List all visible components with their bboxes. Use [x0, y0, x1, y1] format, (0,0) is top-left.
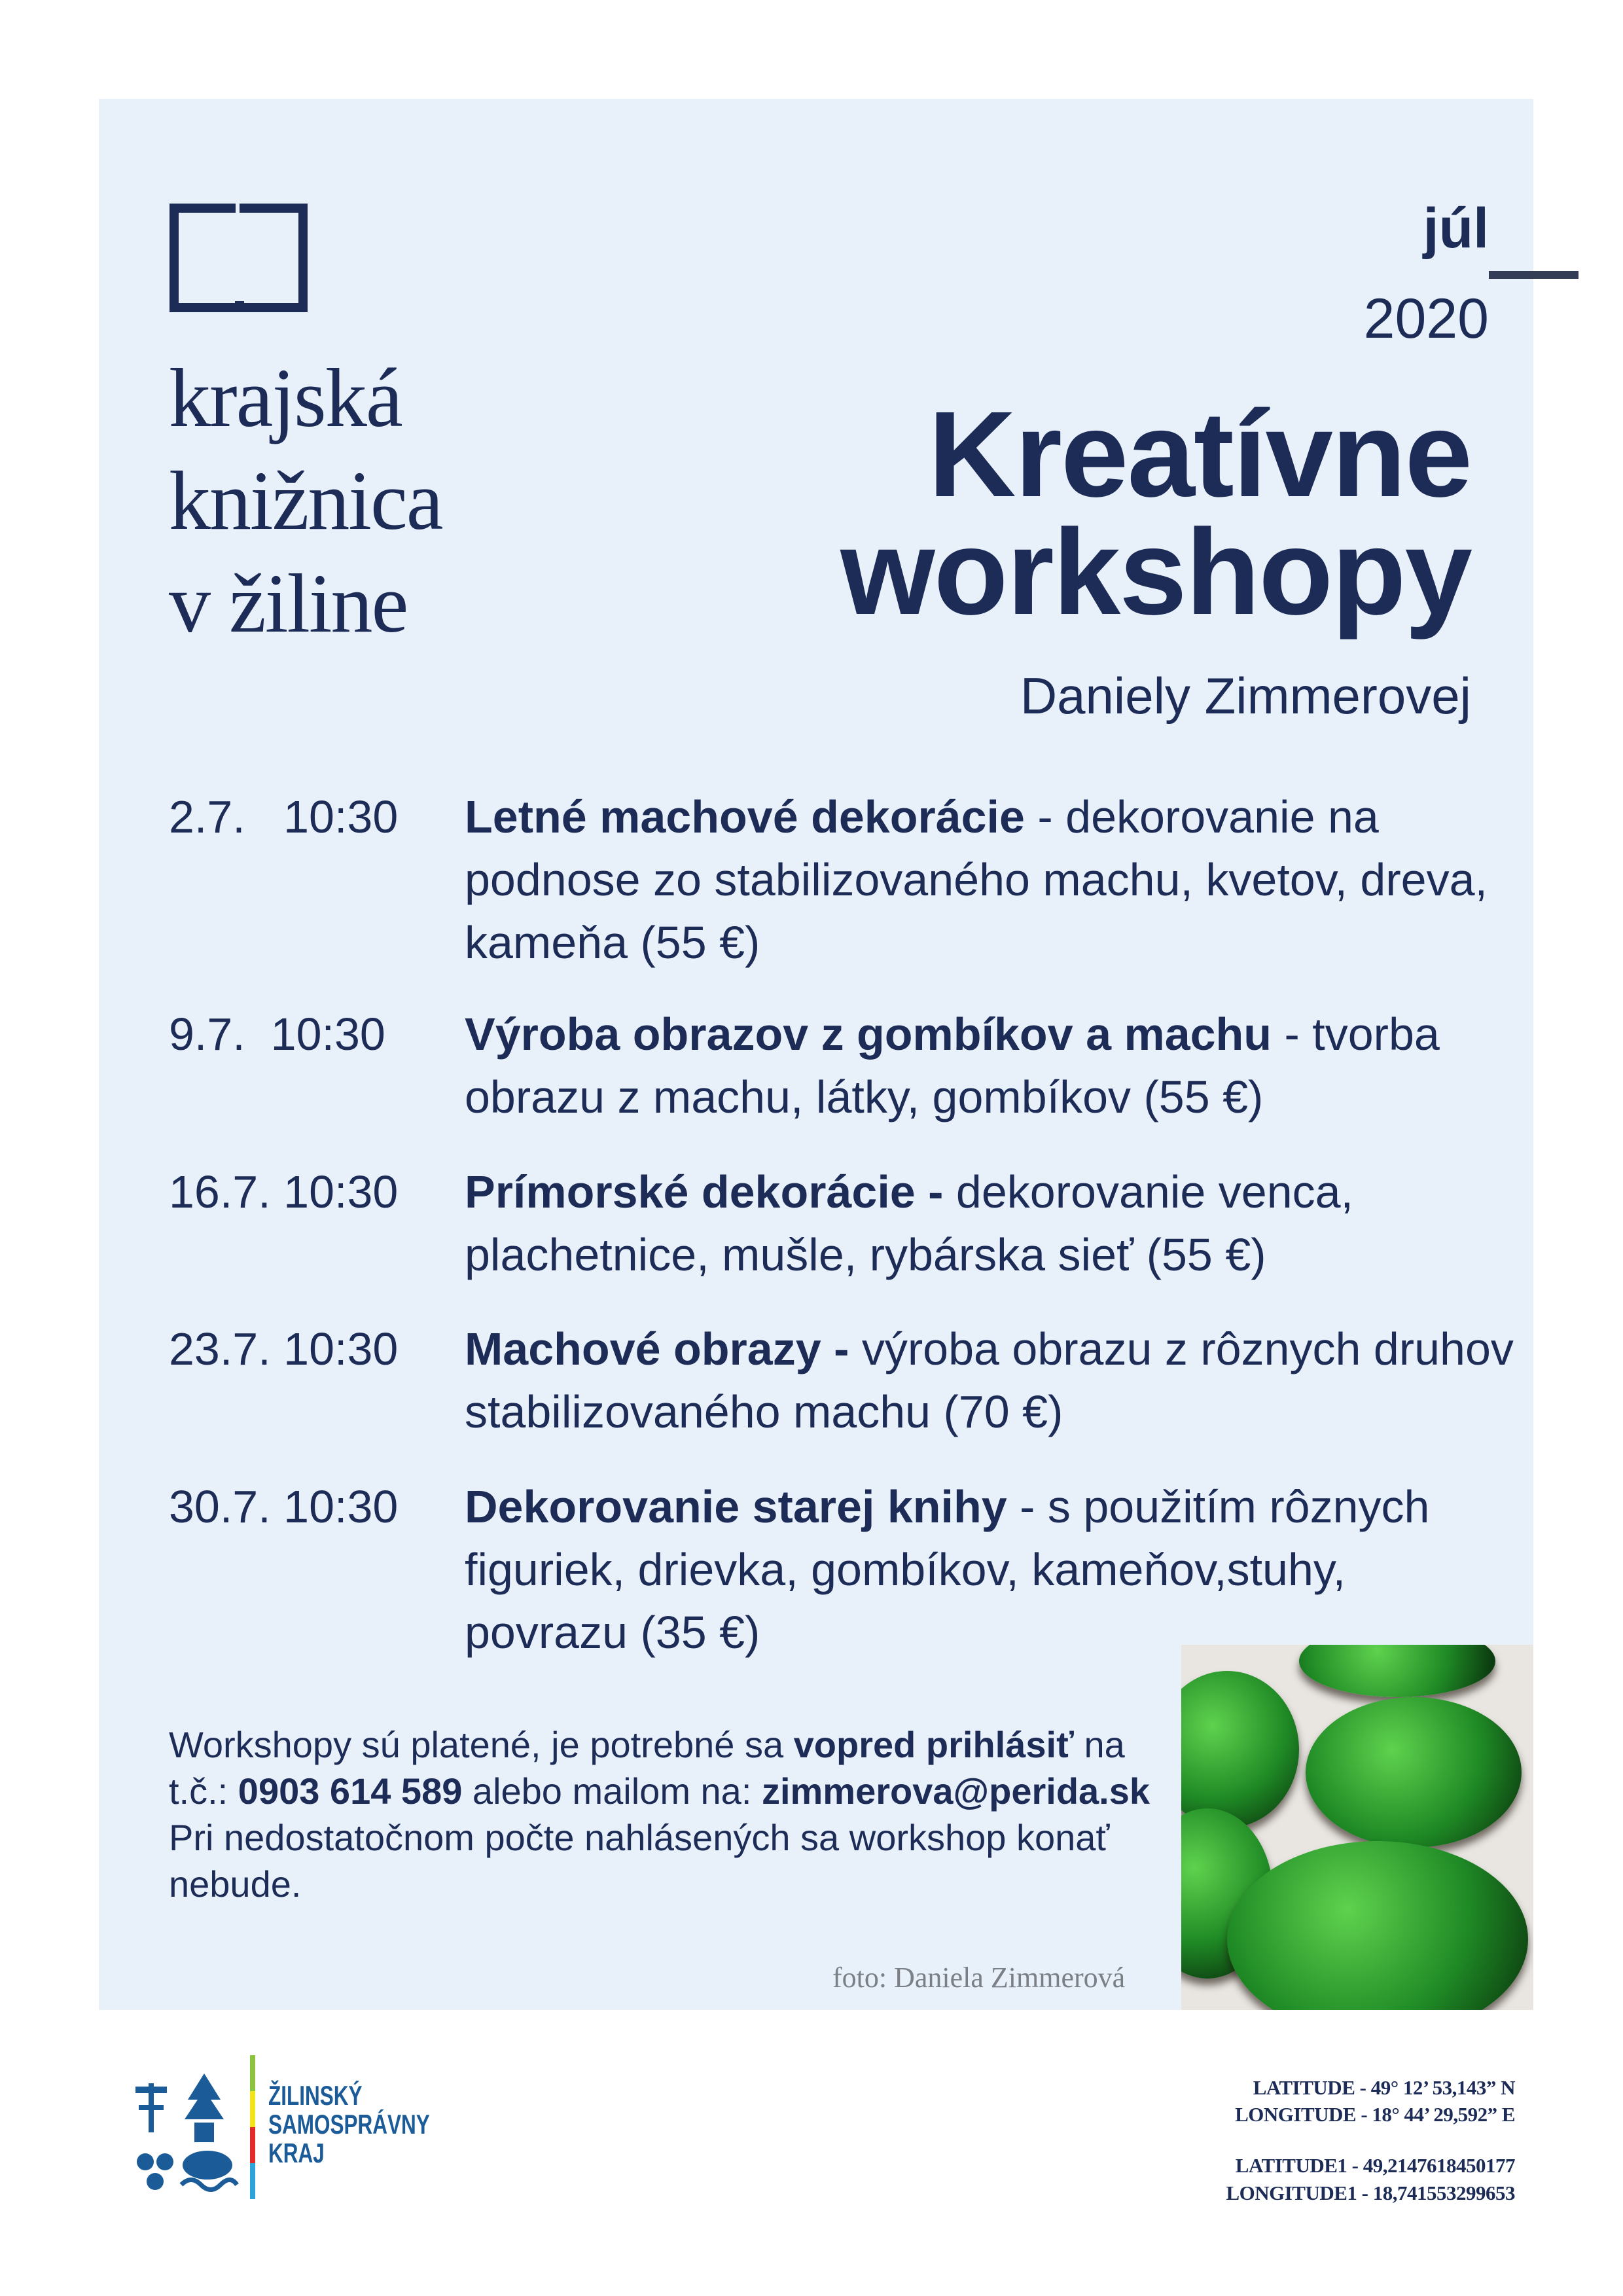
- workshop-name: Prímorské dekorácie -: [465, 1166, 944, 1217]
- library-name-line: krajská: [169, 351, 402, 444]
- workshop-date: 30.7. 10:30: [169, 1481, 399, 1532]
- longitude-decimal: LONGITUDE1 - 18,741553299653: [1226, 2181, 1515, 2204]
- latitude: LATITUDE - 49° 12’ 53,143” N: [1253, 2076, 1515, 2099]
- library-name: [169, 347, 442, 655]
- title-line: Kreatívne: [928, 387, 1471, 522]
- library-name-line: knižnica: [169, 454, 442, 547]
- note-text: Pri nedostatočnom počte nahlásených sa workshop konať nebude.: [169, 1817, 1110, 1905]
- workshop-desc: - dekorovanie na podnose zo stabilizovaného machu, kvetov, dreva, kameňa (55 €): [465, 791, 1488, 968]
- region-name-line: KRAJ: [268, 2138, 325, 2168]
- workshop-date: 23.7. 10:30: [169, 1323, 399, 1374]
- workshop-date: 9.7. 10:30: [169, 1009, 385, 1060]
- month: júl: [1423, 197, 1489, 260]
- page-title: [840, 387, 1471, 640]
- workshop-desc: - s použitím rôznych figuriek, drievka, gombíkov, kameňov,stuhy, povrazu (35 €): [465, 1481, 1430, 1658]
- workshop-name: Machové obrazy -: [465, 1323, 849, 1374]
- region-name-line: ŽILINSKÝ: [268, 2080, 363, 2111]
- workshop-name: Dekorovanie starej knihy: [465, 1481, 1007, 1532]
- workshop-item: [169, 785, 1530, 974]
- workshop-date: 16.7. 10:30: [169, 1166, 399, 1217]
- longitude: LONGITUDE - 18° 44’ 29,592” E: [1235, 2103, 1515, 2126]
- email-link[interactable]: zimmerova@perida.sk: [761, 1770, 1150, 1812]
- region-color-bar: [250, 2055, 255, 2199]
- note-text: alebo mailom na:: [462, 1770, 762, 1812]
- photo-caption: foto: Daniela Zimmerová: [832, 1962, 1126, 1994]
- note-text: na t.č.:: [169, 1724, 1125, 1812]
- workshop-date: 2.7. 10:30: [169, 791, 399, 842]
- workshop-name: Letné machové dekorácie: [465, 791, 1025, 842]
- note-text: Workshopy sú platené, je potrebné sa: [169, 1724, 794, 1765]
- moss-photo: [1181, 1645, 1533, 2010]
- workshop-desc: výroba obrazu z rôznych druhov stabilizovaného machu (70 €): [465, 1323, 1514, 1437]
- region-name: [268, 2081, 430, 2168]
- region-coat-of-arms-icon: [132, 2073, 240, 2195]
- registration-note: [169, 1721, 1177, 1907]
- library-name-line: v žiline: [169, 557, 408, 650]
- workshop-item: [169, 1318, 1530, 1443]
- workshop-desc: - tvorba obrazu z machu, látky, gombíkov (55 €): [465, 1009, 1440, 1122]
- library-logo-icon: [169, 203, 308, 313]
- author: Daniely Zimmerovej: [1020, 667, 1471, 725]
- workshop-desc: dekorovanie venca, plachetnice, mušle, rybárska sieť (55 €): [465, 1166, 1353, 1280]
- region-name-line: SAMOSPRÁVNY: [268, 2109, 430, 2140]
- note-emphasis: vopred prihlásiť: [793, 1724, 1074, 1765]
- divider: [1489, 271, 1578, 279]
- workshop-item: [169, 1003, 1530, 1128]
- year: 2020: [1363, 287, 1489, 350]
- workshop-item: [169, 1475, 1530, 1664]
- phone-number[interactable]: 0903 614 589: [238, 1770, 463, 1812]
- workshop-name: Výroba obrazov z gombíkov a machu: [465, 1009, 1272, 1060]
- title-line: workshopy: [840, 505, 1471, 640]
- latitude-decimal: LATITUDE1 - 49,2147618450177: [1235, 2154, 1515, 2177]
- workshop-item: [169, 1160, 1530, 1286]
